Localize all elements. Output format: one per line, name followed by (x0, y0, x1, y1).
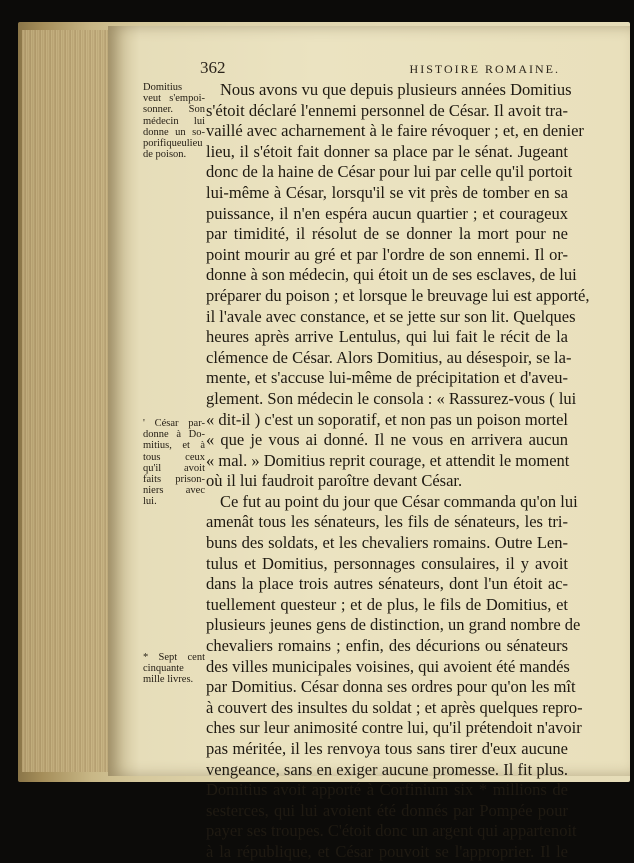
text-line: clémence de César. Alors Domitius, au désespoir, se la- (206, 347, 572, 367)
text-line: ches sur leur animosité contre lui, qu'il prétendoit n'avoir (206, 718, 582, 738)
text-line: « mal. » Domitius reprit courage, et attendit le moment (206, 450, 570, 470)
text-line: glement. Son médecin le consola : « Rassurez-vous ( lui (206, 388, 577, 408)
text-line: payer ses troupes. C'étoit donc un argent qui appartenoit (206, 821, 577, 841)
text-line: tulus et Domitius, personnages consulaires, il y avoit (206, 553, 568, 573)
text-line: donne à son médecin, qui étoit un de ses esclaves, de lui (206, 265, 577, 285)
text-line: Ce fut au point du jour que César commanda qu'on lui (220, 491, 578, 511)
margin-note-line: médecin lui (143, 115, 205, 127)
text-line: plusieurs jeunes gens de distinction, un grand nombre de (206, 615, 581, 635)
margin-note-line: donne à Do- (143, 429, 205, 441)
text-line: préparer du poison ; et lorsque le breuvage lui est apporté, (206, 285, 590, 305)
text-line: heures après arrive Lentulus, qui lui fait le récit de la (206, 327, 568, 347)
text-line: mente, et s'accuse lui-même de précipitation et d'aveu- (206, 368, 568, 388)
text-line: par timidité, il résolut de se donner la mort pour ne (206, 224, 568, 244)
margin-note-line: donne un so- (143, 126, 205, 138)
margin-note-poison (143, 82, 205, 160)
text-line: par Domitius. César donna ses ordres pour qu'on les mît (206, 677, 576, 697)
page-number: 362 (200, 58, 226, 77)
text-line: Domitius avoit apporté à Corfinium six * millions de (206, 780, 568, 800)
paragraph-1 (206, 80, 590, 492)
margin-note-line: lui. (143, 496, 157, 508)
margin-note-line: ' César par- (143, 418, 205, 429)
text-line: point mourir au gré et par l'ordre de son ennemi. Il or- (206, 244, 568, 264)
margin-note-line: tous ceux (143, 451, 205, 463)
text-line: tuellement questeur ; et de plus, le fils de Domitius, et (206, 594, 568, 614)
text-line: chevaliers romains ; enfin, des décurions ou sénateurs (206, 636, 568, 656)
text-line: vaillé avec acharnement à le faire révoquer ; et, en denier (206, 121, 584, 141)
margin-note-line: sonner. Son (143, 104, 205, 116)
margin-note-line: * Sept cent (143, 652, 205, 663)
paragraph-2 (206, 491, 583, 863)
margin-note-line: faits prison- (143, 474, 205, 486)
text-line: buns des soldats, et les chevaliers romains. Outre Len- (206, 533, 568, 553)
text-line: Nous avons vu que depuis plusieurs années Domitius (220, 80, 572, 99)
text-line: il l'avale avec constance, et se jette sur son lit. Quelques (206, 306, 576, 326)
text-line: « que je vous ai donné. Il ne vous en arrivera aucun (206, 430, 568, 450)
text-line: s'étoit déclaré l'ennemi personnel de César. Il avoit tra- (206, 100, 568, 120)
margin-note-line: cinquante (143, 663, 184, 675)
margin-note-line: porifiqueulieu (143, 138, 203, 150)
text-line: donc de la haine de César pour lui par celle qu'il portoit (206, 162, 573, 182)
text-line: puissance, il n'en espéra aucun quartier ; et courageux (206, 203, 568, 223)
margin-note-line: veut s'empoi- (143, 93, 205, 105)
page-edges (22, 30, 112, 772)
text-line: des villes municipales voisines, qui avoient été mandés (206, 656, 570, 676)
margin-note-line: Domitius (143, 82, 183, 93)
text-line: à la république, et César pouvoit se l'approprier. Il le (206, 841, 568, 861)
text-line: où il lui faudroit paroître devant César. (206, 471, 463, 491)
margin-note-line: de poison. (143, 149, 187, 161)
running-head: HISTOIRE ROMAINE. (409, 62, 560, 76)
text-line: pas méritée, il les renvoya tous sans tirer d'eux aucune (206, 739, 568, 758)
text-line: vengeance, sans en exiger aucune promesse. Il fit plus. (206, 759, 568, 779)
text-line: sesterces, qui lui avoient été donnés par Pompée pour (206, 800, 568, 820)
text-line: amenât tous les sénateurs, les fils de sénateurs, les tri- (206, 512, 568, 532)
text-line: lui-même à César, lorsqu'il se vit près de tomber en sa (206, 182, 568, 202)
text-line: « dit-il ) c'est un soporatif, et non pas un poison mortel (206, 409, 568, 429)
margin-note-line: niers avec (143, 485, 205, 497)
text-line: dans la place trois autres sénateurs, dont l'un étoit ac- (206, 574, 568, 594)
margin-note-line: qu'il avoit (143, 462, 205, 474)
margin-note-line: mitius, et à (143, 440, 205, 452)
margin-note-pardon (143, 418, 205, 508)
margin-note-footnote (143, 652, 205, 686)
text-line: à couvert des insultes du soldat ; et après quelques repro- (206, 697, 583, 717)
margin-note-line: mille livres. (143, 674, 194, 686)
page-header (200, 58, 568, 78)
body-text (206, 80, 590, 863)
text-line: lieu, il s'étoit fait donner sa place par le sénat. Jugeant (206, 141, 568, 161)
